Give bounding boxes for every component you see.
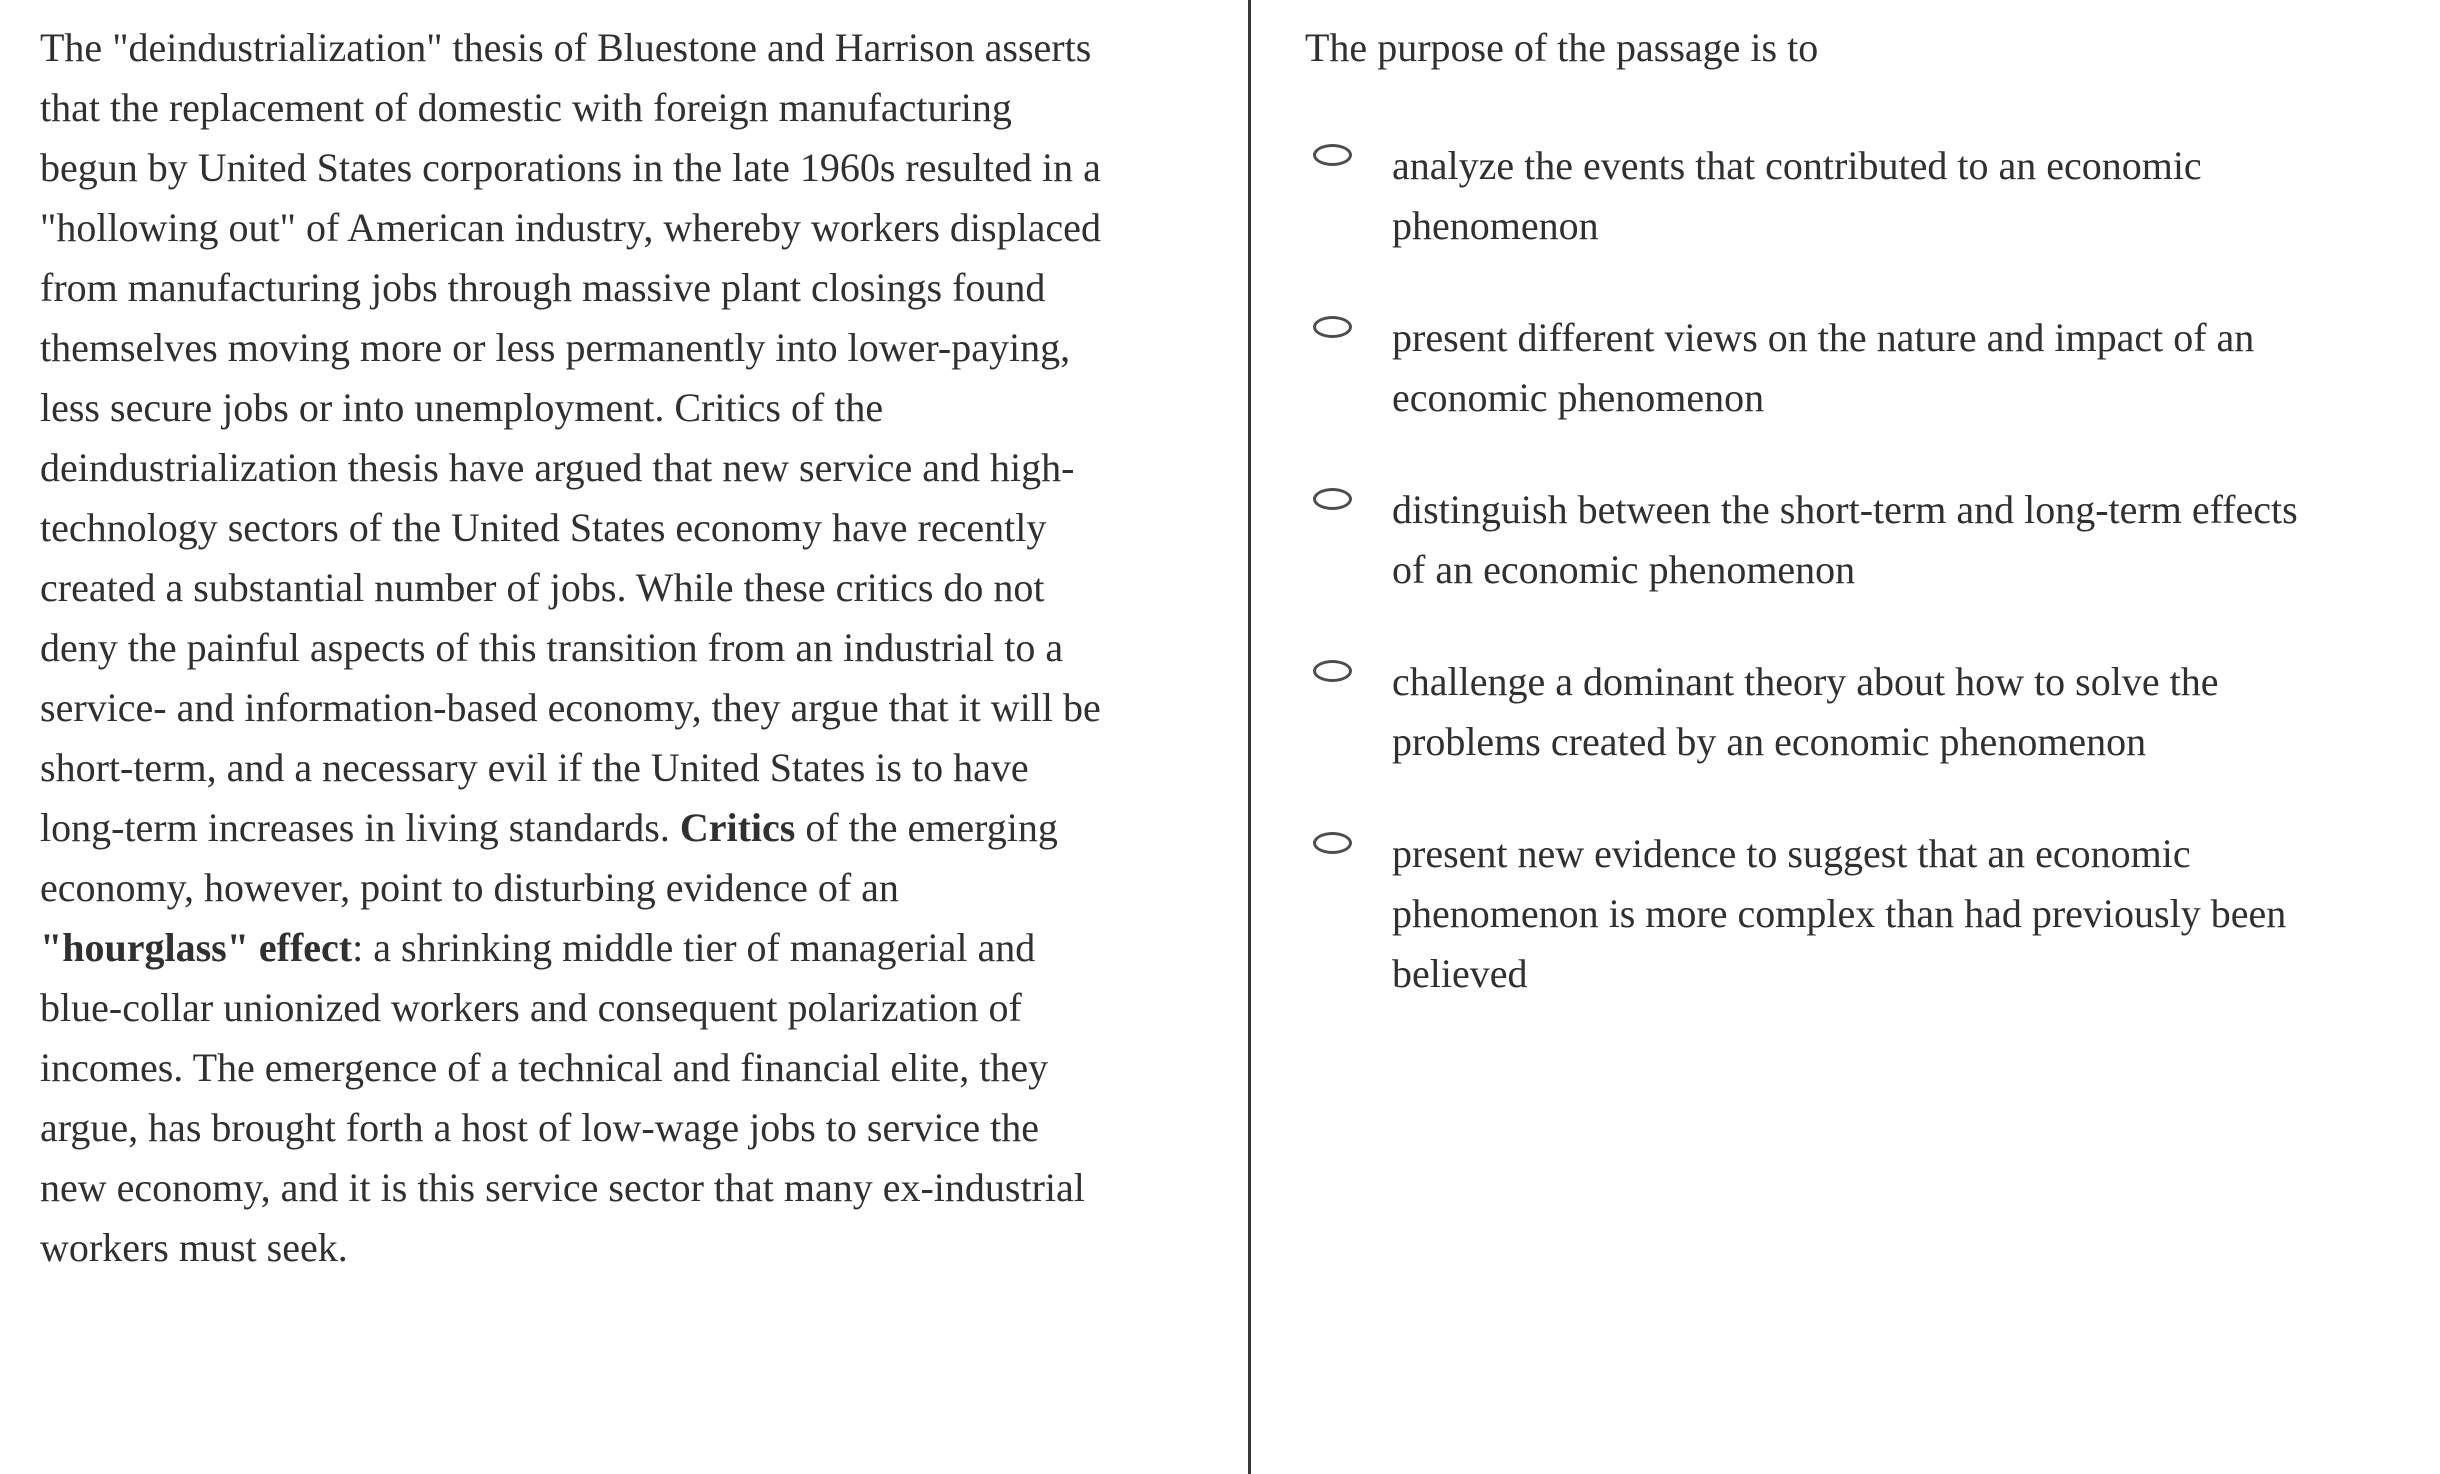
radio-button[interactable] — [1313, 316, 1352, 338]
passage-line: economy, however, point to disturbing evidence of an — [40, 865, 899, 910]
passage-line: deindustrialization thesis have argued that new service and high- — [40, 445, 1075, 490]
answer-option[interactable] — [1305, 824, 2420, 1004]
passage-line: new economy, and it is this service sector that many ex-industrial — [40, 1165, 1085, 1210]
option-text-line: present new evidence to suggest that an economic — [1392, 831, 2191, 876]
passage-bold-term: "hourglass" effect — [40, 925, 353, 970]
option-text — [1392, 480, 2298, 600]
option-text-line: of an economic phenomenon — [1392, 547, 1856, 592]
passage-line: begun by United States corporations in the late 1960s resulted in a — [40, 145, 1101, 190]
passage-line: short-term, and a necessary evil if the United States is to have — [40, 745, 1029, 790]
passage-line: The "deindustrialization" thesis of Bluestone and Harrison asserts — [40, 25, 1092, 70]
passage-line: technology sectors of the United States economy have recently — [40, 505, 1047, 550]
answer-option[interactable] — [1305, 480, 2420, 600]
passage-line: "hourglass" effect: a shrinking middle tier of managerial and — [40, 925, 1036, 970]
question-panel — [1251, 0, 2440, 1474]
answer-option[interactable] — [1305, 136, 2420, 256]
answer-option[interactable] — [1305, 652, 2420, 772]
answer-option[interactable] — [1305, 308, 2420, 428]
passage-line: service- and information-based economy, they argue that it will be — [40, 685, 1101, 730]
radio-button[interactable] — [1313, 832, 1352, 854]
passage-line: that the replacement of domestic with foreign manufacturing — [40, 85, 1012, 130]
passage-line: long-term increases in living standards. Critics of the emerging — [40, 805, 1058, 850]
passage-line: incomes. The emergence of a technical and financial elite, they — [40, 1045, 1049, 1090]
option-text — [1392, 824, 2286, 1004]
passage-line: from manufacturing jobs through massive plant closings found — [40, 265, 1046, 310]
option-text-line: problems created by an economic phenomenon — [1392, 719, 2147, 764]
option-text-line: present different views on the nature and impact of an — [1392, 315, 2255, 360]
passage-line: themselves moving more or less permanently into lower-paying, — [40, 325, 1071, 370]
option-text-line: challenge a dominant theory about how to solve the — [1392, 659, 2219, 704]
passage-line: created a substantial number of jobs. While these critics do not — [40, 565, 1045, 610]
option-text — [1392, 136, 2202, 256]
option-text-line: analyze the events that contributed to an economic — [1392, 143, 2202, 188]
answer-options-list — [1305, 136, 2420, 1004]
option-text — [1392, 652, 2218, 772]
radio-button[interactable] — [1313, 144, 1352, 166]
option-text — [1392, 308, 2254, 428]
radio-button[interactable] — [1313, 488, 1352, 510]
passage-text — [40, 18, 1212, 1278]
passage-bold-term: Critics — [679, 805, 796, 850]
passage-line: less secure jobs or into unemployment. Critics of the — [40, 385, 884, 430]
option-text-line: distinguish between the short-term and long-term effects — [1392, 487, 2298, 532]
passage-line: "hollowing out" of American industry, whereby workers displaced — [40, 205, 1101, 250]
question-text: The purpose of the passage is to — [1305, 25, 1819, 70]
option-text-line: economic phenomenon — [1392, 375, 1765, 420]
passage-line: workers must seek. — [40, 1225, 348, 1270]
passage-line: deny the painful aspects of this transition from an industrial to a — [40, 625, 1064, 670]
option-text-line: phenomenon — [1392, 203, 1599, 248]
option-text-line: phenomenon is more complex than had previously been — [1392, 891, 2287, 936]
option-text-line: believed — [1392, 951, 1528, 996]
passage-line: blue-collar unionized workers and consequent polarization of — [40, 985, 1022, 1030]
radio-button[interactable] — [1313, 660, 1352, 682]
passage-line: argue, has brought forth a host of low-wage jobs to service the — [40, 1105, 1040, 1150]
